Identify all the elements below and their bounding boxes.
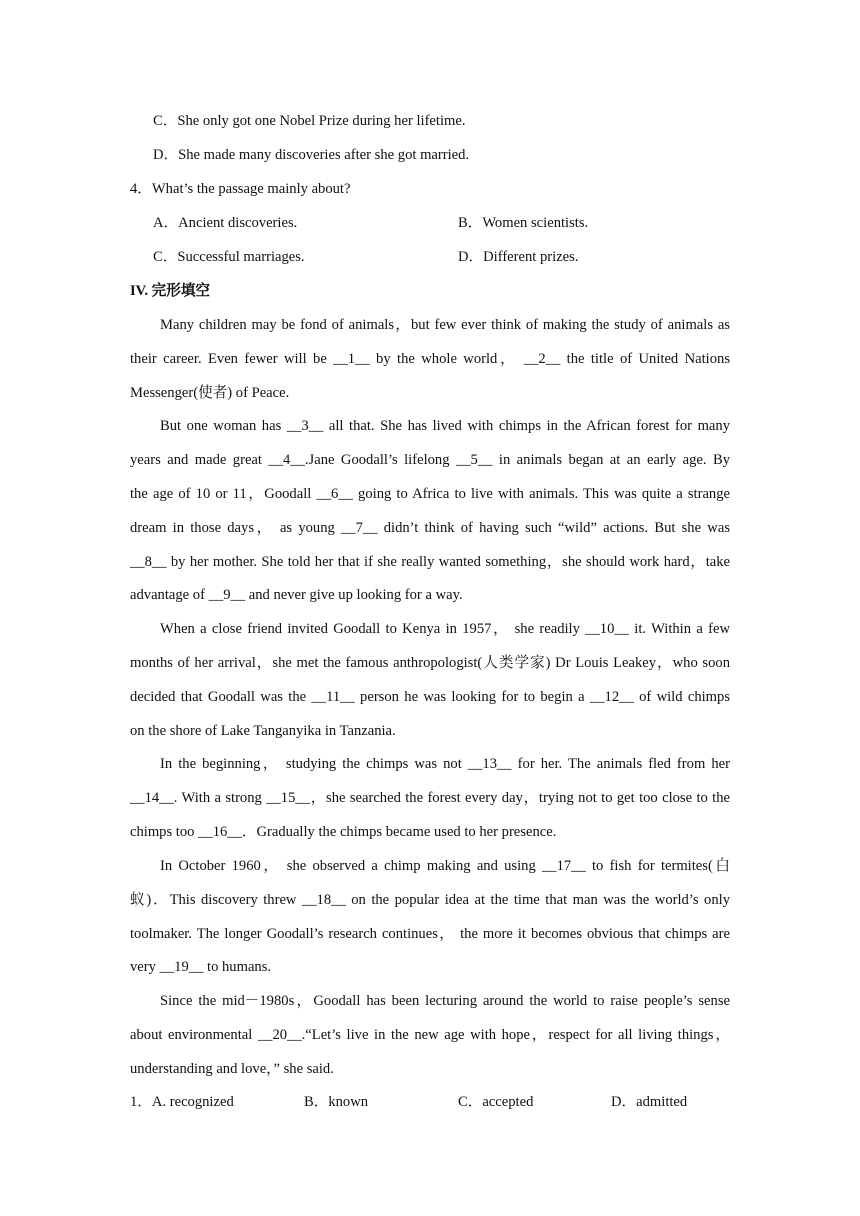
q4-option-a: A．Ancient discoveries. — [153, 215, 298, 231]
passage-line: 蚁)．This discovery threw __18__ on the popular idea at the time that man was the world’s only — [130, 892, 730, 908]
passage-line: dream in those days， as young __7__ didn’t think of having such “wild” actions. But she was — [130, 520, 730, 536]
passage-line: __8__ by her mother. She told her that if she really wanted something，she should work hard，take — [130, 554, 730, 570]
q3-option-d: D．She made many discoveries after she got married. — [153, 147, 470, 163]
passage-line: Many children may be fond of animals，but few ever think of making the study of animals as — [160, 317, 730, 333]
passage-line: When a close friend invited Goodall to Kenya in 1957， she readily __10__ it. Within a few — [160, 621, 730, 637]
passage-line: very __19__ to humans. — [130, 959, 272, 975]
passage-line: In October 1960， she observed a chimp making and using __17__ to fish for termites(白 — [160, 858, 730, 874]
passage-line: years and made great __4__.Jane Goodall’s lifelong __5__ in animals began at an early age. By — [130, 452, 730, 468]
passage-line: decided that Goodall was the __11__ person he was looking for to begin a __12__ of wild chimps — [130, 689, 730, 705]
passage-line: Messenger(使者) of Peace. — [130, 385, 290, 401]
cloze-q1-option-c: C．accepted — [458, 1094, 534, 1110]
passage-line: __14__. With a strong __15__，she searched the forest every day，trying not to get too close to the — [130, 790, 730, 806]
passage-line: toolmaker. The longer Goodall’s research continues， the more it becomes obvious that chimps are — [130, 926, 730, 942]
cloze-q1-option-b: B．known — [304, 1094, 369, 1110]
cloze-q1-option-a: 1．A. recognized — [130, 1094, 234, 1110]
passage-line: the age of 10 or 11，Goodall __6__ going to Africa to live with animals. This was quite a strange — [130, 486, 730, 502]
passage-line: chimps too __16__．Gradually the chimps became used to her presence. — [130, 824, 557, 840]
passage-line: advantage of __9__ and never give up looking for a way. — [130, 587, 463, 603]
q4-option-c: C．Successful marriages. — [153, 249, 305, 265]
q4-option-d: D．Different prizes. — [458, 249, 579, 265]
passage-line: about environmental __20__.“Let’s live in the new age with hope，respect for all living things， — [130, 1027, 730, 1043]
passage-line: understanding and love，” she said. — [130, 1061, 334, 1077]
cloze-q1-option-d: D．admitted — [611, 1094, 688, 1110]
passage-line: their career. Even fewer will be __1__ by the whole world， __2__ the title of United Nations — [130, 351, 730, 367]
q3-option-c: C．She only got one Nobel Prize during her lifetime. — [153, 113, 466, 129]
passage-line: months of her arrival，she met the famous anthropologist(人类学家) Dr Louis Leakey，who soon — [130, 655, 730, 671]
passage-line: on the shore of Lake Tanganyika in Tanzania. — [130, 723, 396, 739]
q4-stem: 4．What’s the passage mainly about? — [130, 181, 351, 197]
passage-line: Since the mid－1980s，Goodall has been lecturing around the world to raise people’s sense — [160, 993, 730, 1009]
q4-option-b: B．Women scientists. — [458, 215, 589, 231]
passage-line: But one woman has __3__ all that. She has lived with chimps in the African forest for many — [160, 418, 730, 434]
section-heading: IV. 完形填空 — [130, 283, 211, 299]
passage-line: In the beginning， studying the chimps was not __13__ for her. The animals fled from her — [160, 756, 730, 772]
